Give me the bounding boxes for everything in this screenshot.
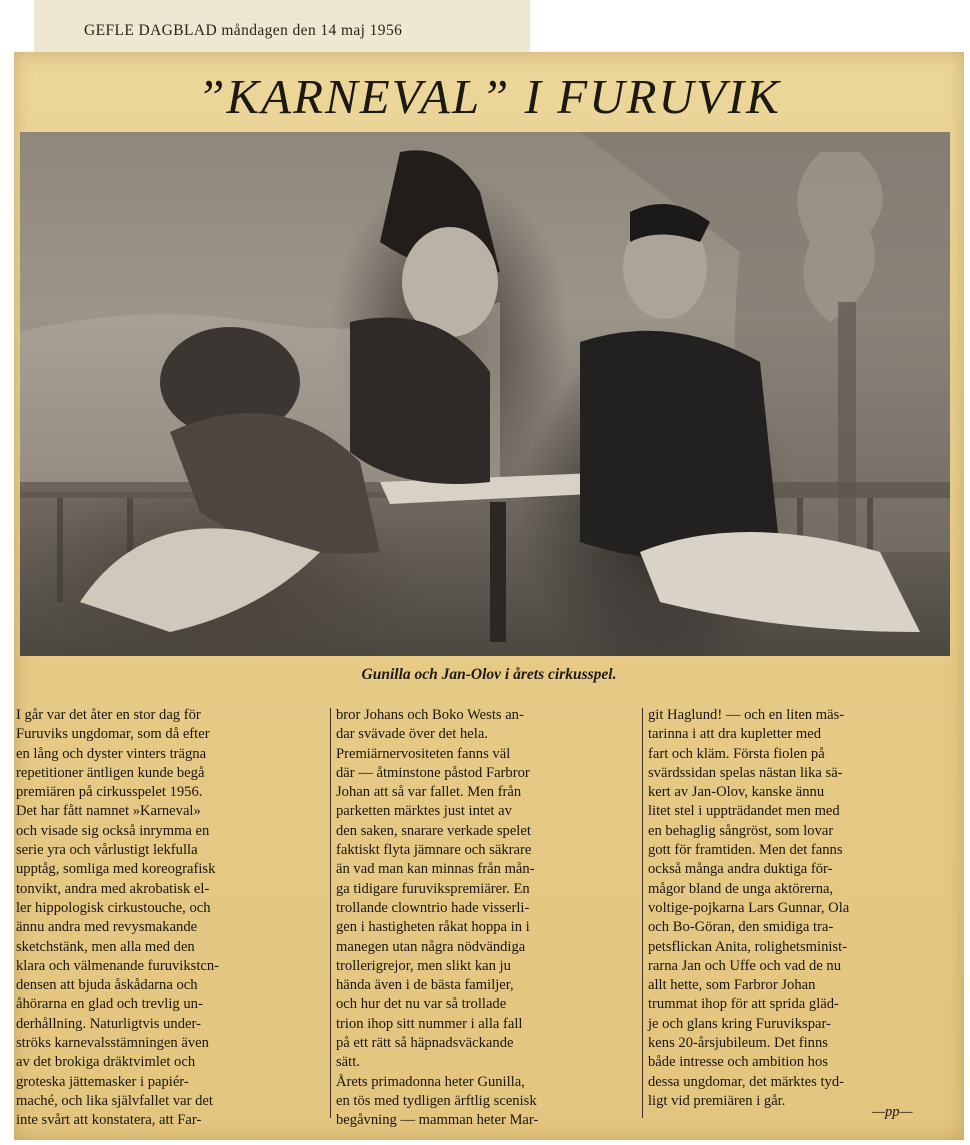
text-line: den saken, snarare verkade spelet (336, 822, 531, 839)
text-line: serie yra och vårlustigt lekfulla (16, 842, 198, 859)
text-line: faktiskt flyta jämnare och säkrare (336, 842, 532, 859)
text-line: Årets primadonna heter Gunilla, (336, 1073, 525, 1090)
text-line: trummat ihop för att sprida gläd- (648, 996, 839, 1013)
article-photo (20, 132, 950, 656)
text-line: petsflickan Anita, rolighetsminist- (648, 938, 848, 955)
text-line: än vad man kan minnas från mån- (336, 861, 535, 878)
text-line: repetitioner äntligen kunde begå (16, 764, 205, 781)
article-column-3 (648, 706, 960, 1136)
text-line: manegen utan några nödvändiga (336, 938, 526, 955)
text-line: sketchstänk, men alla med den (16, 938, 195, 955)
text-line: klara och välmenande furuvikstcn- (16, 957, 220, 974)
text-line: ännu andra med revysmakande (16, 919, 198, 936)
column-divider (330, 708, 331, 1118)
masthead: GEFLE DAGBLAD måndagen den 14 maj 1956 (84, 22, 403, 39)
text-line: och Bo-Göran, den smidiga tra- (648, 919, 834, 936)
text-line: en lång och dyster vinters trägna (16, 745, 207, 762)
text-line: åhörarna en glad och trevlig un- (16, 996, 203, 1013)
text-line: av det brokiga dräktvimlet och (16, 1054, 196, 1071)
text-line: bror Johans och Boko Wests an- (336, 707, 524, 723)
text-line: Det har fått namnet »Karneval» (16, 803, 201, 820)
text-line: ströks karnevalsstämningen även (16, 1035, 209, 1052)
text-line: också många andra duktiga för- (648, 861, 833, 878)
text-line: densen att bjuda åskådarna och (16, 977, 198, 994)
text-line: allt hette, som Farbror Johan (648, 977, 816, 994)
text-line: git Haglund! — och en liten mäs- (648, 707, 845, 723)
text-line: upptåg, somliga med koreografisk (16, 861, 216, 878)
text-line: voltige-pojkarna Lars Gunnar, Ola (648, 899, 850, 916)
text-line: groteska jättemasker i papiér- (16, 1073, 189, 1090)
headline: ”KARNEVAL” I FURUVIK (197, 69, 781, 124)
text-line: inte svårt att konstatera, att Far- (16, 1112, 202, 1129)
article-column-1 (16, 706, 330, 1136)
text-line: rarna Jan och Uffe och vad de nu (648, 957, 842, 974)
text-line: tonvikt, andra med akrobatisk el- (16, 880, 210, 897)
text-line: litet stel i uppträdandet men med (648, 803, 840, 820)
column-divider (642, 708, 643, 1118)
text-line: begåvning — mamman heter Mar- (336, 1112, 539, 1129)
text-line: trollerigrejor, men slikt kan ju (336, 957, 511, 974)
text-line: trollande clowntrio hade visserli- (336, 899, 530, 916)
text-line: en tös med tydligen ärftlig scenisk (336, 1092, 537, 1109)
text-line: både intresse och ambition hos (648, 1054, 828, 1071)
text-line: svärdssidan spelas nästan lika sä- (648, 764, 843, 781)
text-line: parketten märktes just intet av (336, 803, 512, 820)
text-line: trion ihop sitt nummer i alla fall (336, 1015, 523, 1032)
photo-caption: Gunilla och Jan-Olov i årets cirkusspel. (361, 666, 617, 683)
article-column-2 (336, 706, 636, 1136)
text-line: derhållning. Naturligtvis under- (16, 1015, 201, 1032)
text-line: dar svävade över det hela. (336, 726, 488, 743)
text-line: mågor bland de unga aktörerna, (648, 880, 834, 897)
text-line: ler hippologisk cirkustouche, och (16, 899, 211, 916)
text-line: och hur det nu var så trollade (336, 996, 507, 1013)
text-line: ga tidigare furuvikspremiärer. En (336, 880, 530, 897)
text-line: Premiärnervositeten fanns väl (336, 745, 511, 762)
text-line: en behaglig sångröst, som lovar (648, 822, 834, 839)
text-line: je och glans kring Furuvikspar- (648, 1015, 831, 1032)
photo-illustration (20, 132, 950, 656)
text-line: tarinna i att dra kupletter med (648, 726, 822, 743)
author-signature: —pp— (872, 1104, 913, 1120)
text-line: på ett rätt så häpnadsväckande (336, 1035, 514, 1052)
text-line: sätt. (336, 1054, 360, 1071)
text-line: fart och kläm. Första fiolen på (648, 745, 825, 762)
text-line: gott för framtiden. Men det fanns (648, 842, 843, 859)
text-line: I går var det åter en stor dag för (16, 707, 201, 723)
text-line: maché, och lika självfallet var det (16, 1092, 213, 1109)
text-line: där — åtminstone påstod Farbror (336, 764, 530, 781)
text-line: Furuviks ungdomar, som då efter (16, 726, 210, 743)
text-line: kert av Jan-Olov, kanske ännu (648, 784, 825, 801)
text-line: premiären på cirkusspelet 1956. (16, 784, 203, 801)
text-line: Johan att så var fallet. Men från (336, 784, 522, 801)
text-line: dessa ungdomar, det märktes tyd- (648, 1073, 844, 1090)
text-line: hända även i de bästa familjer, (336, 977, 514, 994)
text-line: kens 20-årsjubileum. Det finns (648, 1035, 828, 1052)
text-line: ligt vid premiären i går. (648, 1092, 786, 1109)
text-line: gen i hastigheten råkat hoppa in i (336, 919, 530, 936)
text-line: och visade sig också inrymma en (16, 822, 210, 839)
